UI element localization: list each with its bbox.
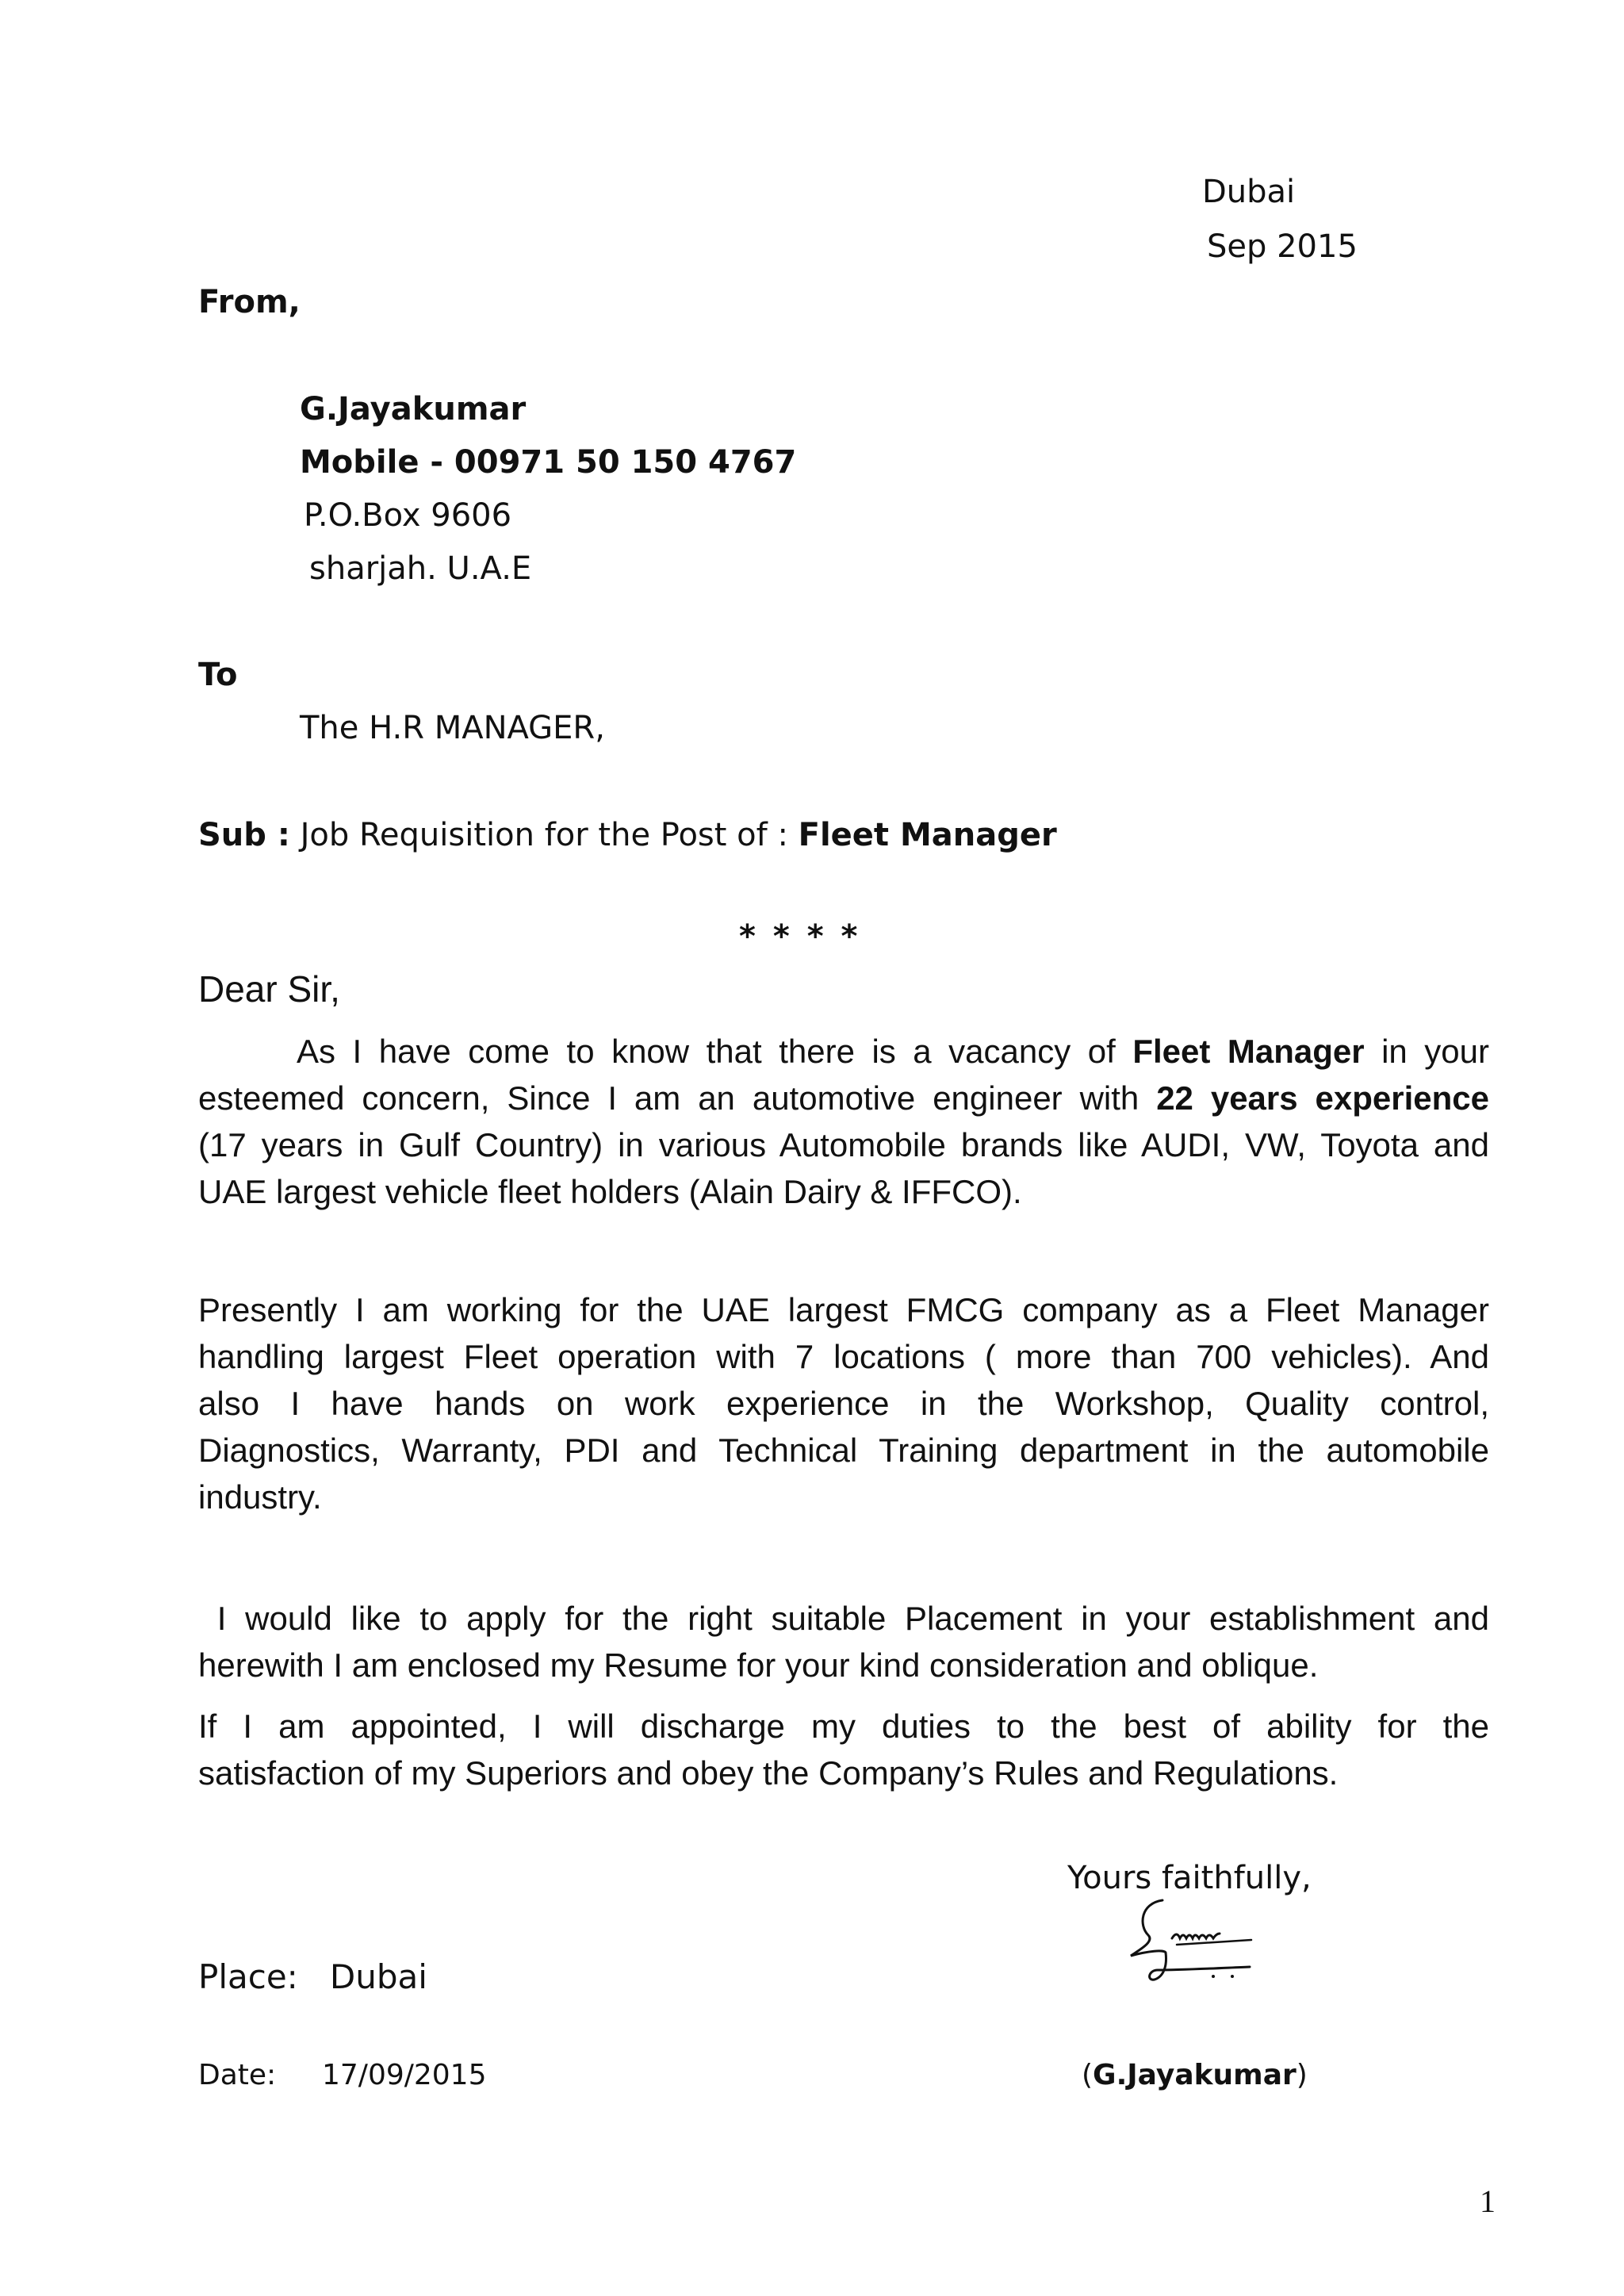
subject-label: Sub : bbox=[198, 817, 290, 853]
paragraph-2 bbox=[198, 1286, 1489, 1520]
p1-line-2: esteemed concern, Since I am an automotive engineer with 22 years experience bbox=[198, 1079, 1490, 1117]
paragraph-1 bbox=[198, 1028, 1489, 1215]
page-number: 1 bbox=[1480, 2183, 1496, 2219]
paragraph-4 bbox=[198, 1703, 1489, 1796]
place-value: Dubai bbox=[329, 1957, 427, 1996]
signature-name: G.Jayakumar bbox=[1093, 2059, 1297, 2091]
p2-line-1: Presently I am working for the UAE largest FMCG company as a Fleet Manager bbox=[198, 1291, 1489, 1328]
from-label: From, bbox=[198, 284, 301, 320]
p1-line-1: As I have come to know that there is a vacancy of Fleet Manager in your bbox=[297, 1033, 1490, 1070]
paragraph-3 bbox=[198, 1595, 1489, 1688]
p1-line-3: (17 years in Gulf Country) in various Automobile brands like AUDI, VW, Toyota and bbox=[198, 1126, 1489, 1163]
p4-line-2: satisfaction of my Superiors and obey the Company’s Rules and Regulations. bbox=[198, 1754, 1339, 1792]
salutation: Dear Sir, bbox=[198, 968, 340, 1010]
p3-line-1: I would like to apply for the right suitable Placement in your establishment and bbox=[198, 1600, 1489, 1637]
p2-line-5: industry. bbox=[198, 1478, 322, 1516]
signature-drawing bbox=[1116, 1894, 1267, 1989]
subject-post: Fleet Manager bbox=[798, 817, 1057, 853]
separator-stars: * * * * bbox=[739, 918, 861, 955]
to-label: To bbox=[198, 657, 238, 693]
date-label: Date: bbox=[198, 2059, 277, 2091]
sender-mobile: Mobile - 00971 50 150 4767 bbox=[300, 444, 797, 481]
signature-name-line: (G.Jayakumar) bbox=[1082, 2059, 1308, 2091]
sender-city: sharjah. U.A.E bbox=[309, 550, 532, 587]
place-line bbox=[198, 1957, 427, 1996]
closing: Yours faithfully, bbox=[1067, 1860, 1312, 1896]
header-city: Dubai bbox=[1202, 174, 1296, 210]
p2-line-2: handling largest Fleet operation with 7 locations ( more than 700 vehicles). And bbox=[198, 1338, 1489, 1375]
p2-line-3: also I have hands on work experience in the Workshop, Quality control, bbox=[198, 1385, 1489, 1422]
p1-line-4: UAE largest vehicle fleet holders (Alain Dairy & IFFCO). bbox=[198, 1173, 1022, 1210]
p3-line-2: herewith I am enclosed my Resume for your kind consideration and oblique. bbox=[198, 1646, 1319, 1684]
recipient: The H.R MANAGER, bbox=[300, 710, 605, 746]
subject-text: Job Requisition for the Post of : bbox=[300, 817, 788, 853]
date-value: 17/09/2015 bbox=[322, 2059, 487, 2091]
place-label: Place: bbox=[198, 1957, 298, 1996]
sender-name: G.Jayakumar bbox=[300, 391, 527, 427]
sender-pobox: P.O.Box 9606 bbox=[304, 497, 512, 534]
p2-line-4: Diagnostics, Warranty, PDI and Technical Training department in the automobile bbox=[198, 1432, 1489, 1469]
header-date: Sep 2015 bbox=[1207, 228, 1358, 265]
subject-line bbox=[198, 816, 1057, 854]
p4-line-1: If I am appointed, I will discharge my duties to the best of ability for the bbox=[198, 1708, 1489, 1745]
